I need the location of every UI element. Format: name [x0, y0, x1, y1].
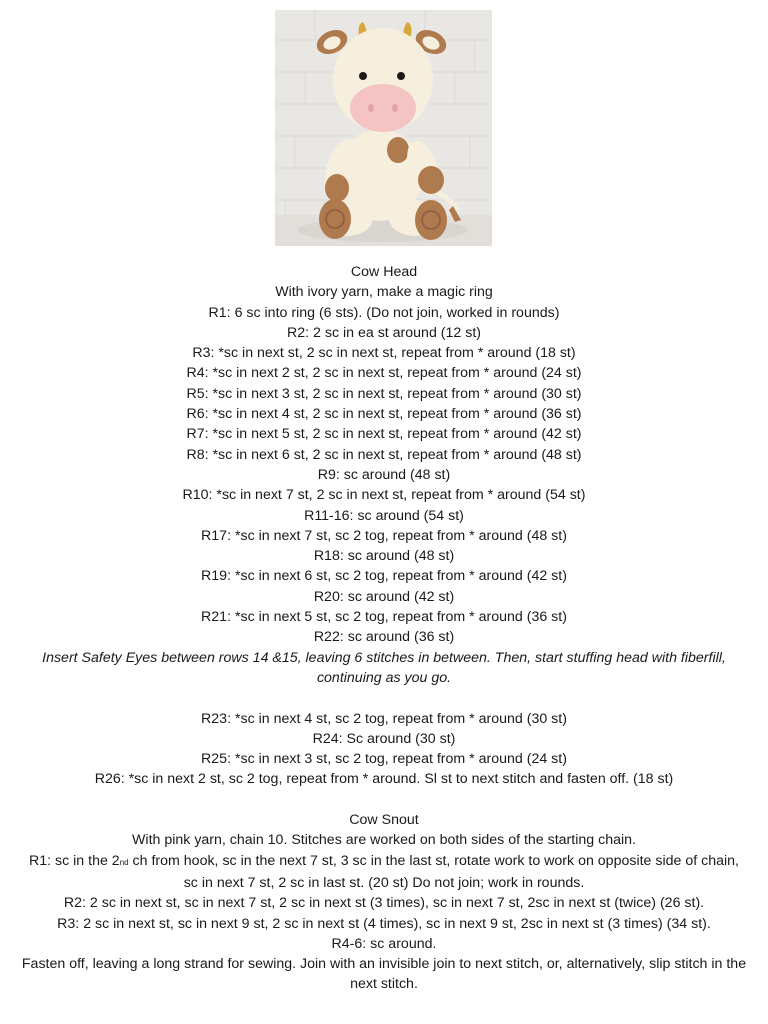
spacer: [20, 688, 748, 708]
head-row: R1: 6 sc into ring (6 sts). (Do not join, worked in rounds): [208, 304, 560, 321]
head-row: R26: *sc in next 2 st, sc 2 tog, repeat from * around. Sl st to next stitch and fasten off. (18 st): [94, 771, 674, 788]
pattern-document: [20, 262, 748, 995]
head-row: R20: sc around (42 st): [313, 588, 455, 605]
cow-right-foot: [415, 200, 447, 240]
head-row: R5: *sc in next 3 st, 2 sc in next st, repeat from * around (30 st): [186, 385, 582, 402]
cow-right-hoof: [418, 166, 444, 194]
snout-row-1-start: R1: sc in the 2: [29, 852, 120, 869]
snout-section-intro: With pink yarn, chain 10. Stitches are worked on both sides of the starting chain.: [132, 832, 636, 849]
cow-left-eye: [359, 72, 367, 80]
cow-left-nostril: [368, 104, 374, 112]
ordinal-suffix: nd: [119, 857, 129, 867]
snout-section-title: Cow Snout: [349, 812, 419, 829]
head-row: R21: *sc in next 5 st, sc 2 tog, repeat from * around (36 st): [201, 609, 567, 626]
cow-right-eye: [397, 72, 405, 80]
snout-row-1-rest: ch from hook, sc in the next 7 st, 3 sc in the last st, rotate work to work on opposite side of chain, sc in next 7 st, 2 sc in last st. (20 st) Do not join; work in rounds.: [128, 852, 739, 891]
head-row: R18: sc around (48 st): [313, 548, 455, 565]
head-row: R4: *sc in next 2 st, 2 sc in next st, repeat from * around (24 st): [186, 365, 582, 382]
cow-left-foot: [319, 199, 351, 239]
head-row: R23: *sc in next 4 st, sc 2 tog, repeat from * around (30 st): [201, 710, 567, 727]
head-section-intro: With ivory yarn, make a magic ring: [275, 284, 493, 301]
snout-row-1: [20, 851, 748, 894]
head-row: R8: *sc in next 6 st, 2 sc in next st, repeat from * around (48 st): [186, 446, 582, 463]
snout-closing: Fasten off, leaving a long strand for sewing. Join with an invisible join to next stitch, or, alternatively, slip stitch in the next stitch.: [21, 956, 747, 993]
snout-row: R2: 2 sc in next st, sc in next 7 st, 2 sc in next st (3 times), sc in next 7 st, 2sc in next st (twice) (26 st).: [63, 895, 705, 912]
head-row: R17: *sc in next 7 st, sc 2 tog, repeat from * around (48 st): [201, 527, 567, 544]
head-row: R11-16: sc around (54 st): [304, 507, 464, 524]
cow-body-spot: [387, 137, 409, 163]
cow-left-hoof: [325, 174, 349, 202]
head-section-title: Cow Head: [350, 264, 418, 280]
head-row: R2: 2 sc in ea st around (12 st): [287, 324, 481, 341]
snout-row: R3: 2 sc in next st, sc in next 9 st, 2 sc in next st (4 times), sc in next 9 st, 2sc in next st (3 times) (34 st).: [57, 915, 711, 932]
head-row: R25: *sc in next 3 st, sc 2 tog, repeat from * around (24 st): [201, 751, 567, 768]
amigurumi-cow-photo: [275, 10, 492, 246]
cow-illustration: [275, 10, 492, 246]
head-row: R19: *sc in next 6 st, sc 2 tog, repeat from * around (42 st): [201, 568, 567, 585]
head-row: R9: sc around (48 st): [317, 466, 451, 483]
head-row: R6: *sc in next 4 st, 2 sc in next st, repeat from * around (36 st): [186, 406, 582, 423]
head-row: R7: *sc in next 5 st, 2 sc in next st, repeat from * around (42 st): [186, 426, 582, 443]
safety-eyes-note: Insert Safety Eyes between rows 14 &15, leaving 6 stitches in between. Then, start stuffing head with fiberfill, continuing as you go.: [42, 649, 726, 686]
cow-snout: [350, 84, 416, 132]
head-row: R24: Sc around (30 st): [312, 730, 456, 747]
cow-right-nostril: [392, 104, 398, 112]
head-row: R22: sc around (36 st): [313, 629, 455, 646]
head-row: R3: *sc in next st, 2 sc in next st, repeat from * around (18 st): [192, 345, 576, 362]
head-row: R10: *sc in next 7 st, 2 sc in next st, repeat from * around (54 st): [182, 487, 586, 504]
snout-row: R4-6: sc around.: [331, 935, 437, 952]
spacer: [20, 790, 748, 810]
